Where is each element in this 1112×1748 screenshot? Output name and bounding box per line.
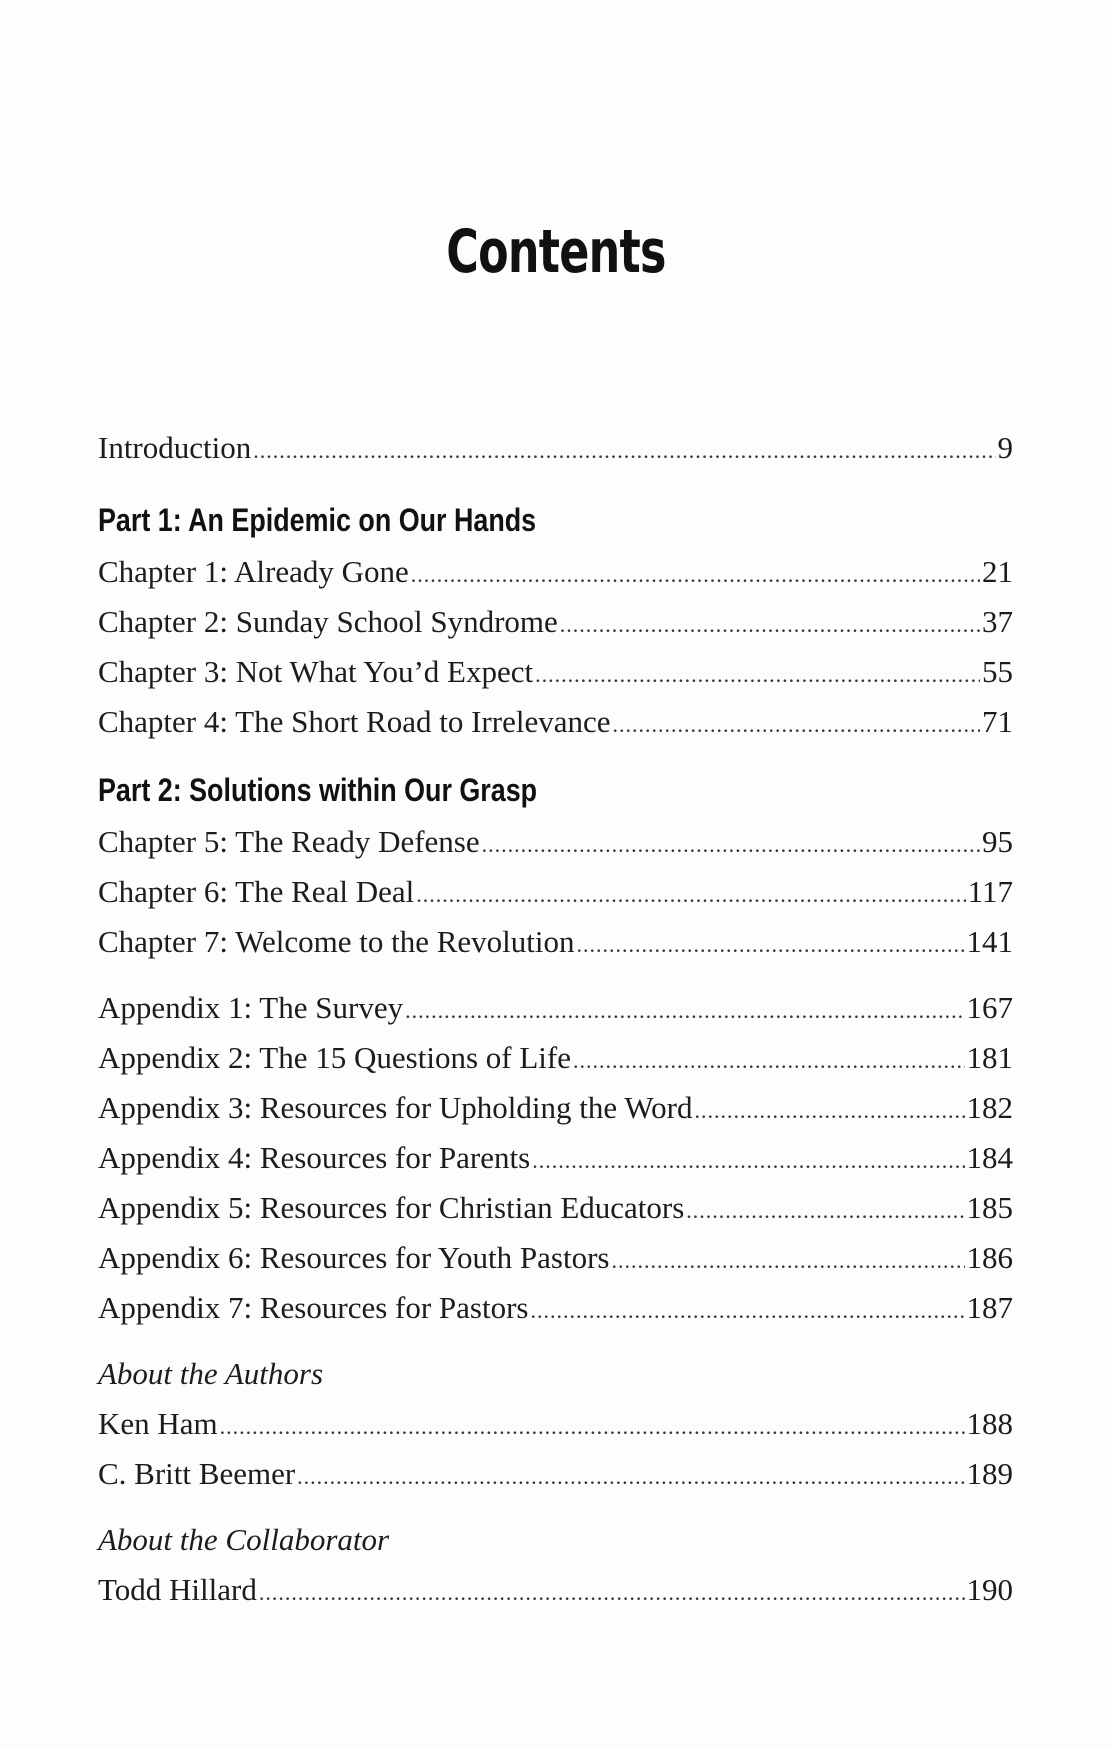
toc-entry-label: Appendix 5: Resources for Christian Educators bbox=[98, 1190, 685, 1225]
toc-entry-appendix-6[interactable] bbox=[98, 1233, 1013, 1283]
dot-leader bbox=[612, 1236, 965, 1286]
toc-entry-appendix-3[interactable] bbox=[98, 1083, 1013, 1133]
toc-entry-chapter-4[interactable] bbox=[98, 697, 1013, 747]
toc-entry-chapter-6[interactable] bbox=[98, 867, 1013, 917]
toc-entry-label: Chapter 1: Already Gone bbox=[98, 554, 409, 589]
about-collaborator-heading: About the Collaborator bbox=[98, 1522, 390, 1557]
toc-entry-chapter-7[interactable] bbox=[98, 917, 1013, 967]
toc-entry-label: Appendix 2: The 15 Questions of Life bbox=[98, 1040, 571, 1075]
toc-entry-page: 21 bbox=[982, 554, 1013, 589]
toc-entry-page: 71 bbox=[982, 704, 1013, 739]
toc-entry-collaborator[interactable] bbox=[98, 1565, 1013, 1615]
toc-entry-page: 37 bbox=[982, 604, 1013, 639]
dot-leader bbox=[297, 1452, 964, 1502]
toc-entry-page: 186 bbox=[966, 1240, 1013, 1275]
toc-entry-label: Appendix 4: Resources for Parents bbox=[98, 1140, 531, 1175]
dot-leader bbox=[411, 550, 980, 600]
toc-entry-page: 185 bbox=[966, 1190, 1013, 1225]
dot-leader bbox=[612, 700, 980, 750]
toc-entry-introduction[interactable] bbox=[98, 423, 1013, 473]
toc-entry-label: Appendix 1: The Survey bbox=[98, 990, 404, 1025]
about-authors-heading: About the Authors bbox=[98, 1356, 324, 1391]
dot-leader bbox=[532, 1136, 964, 1186]
toc-entry-page: 182 bbox=[966, 1090, 1013, 1125]
toc-entry-page: 181 bbox=[966, 1040, 1013, 1075]
dot-leader bbox=[535, 650, 980, 700]
toc-entry-label: Appendix 6: Resources for Youth Pastors bbox=[98, 1240, 610, 1275]
toc-entry-label: Appendix 3: Resources for Upholding the Word bbox=[98, 1090, 693, 1125]
dot-leader bbox=[573, 1036, 965, 1086]
dot-leader bbox=[686, 1186, 964, 1236]
toc-entry-label: Appendix 7: Resources for Pastors bbox=[98, 1290, 529, 1325]
dot-leader bbox=[531, 1286, 965, 1336]
toc-entry-page: 117 bbox=[967, 874, 1013, 909]
toc-entry-page: 190 bbox=[966, 1572, 1013, 1607]
dot-leader bbox=[259, 1568, 965, 1618]
toc-entry-author-1[interactable] bbox=[98, 1399, 1013, 1449]
toc-entry-page: 95 bbox=[982, 824, 1013, 859]
toc-entry-label: Chapter 4: The Short Road to Irrelevance bbox=[98, 704, 611, 739]
part-2-heading: Part 2: Solutions within Our Grasp bbox=[98, 772, 538, 808]
toc-entry-chapter-1[interactable] bbox=[98, 547, 1013, 597]
dot-leader bbox=[576, 920, 964, 970]
toc-entry-appendix-2[interactable] bbox=[98, 1033, 1013, 1083]
table-of-contents bbox=[98, 423, 1013, 1615]
toc-entry-label: Introduction bbox=[98, 430, 252, 465]
toc-entry-label: Ken Ham bbox=[98, 1406, 218, 1441]
toc-entry-appendix-5[interactable] bbox=[98, 1183, 1013, 1233]
toc-entry-chapter-3[interactable] bbox=[98, 647, 1013, 697]
dot-leader bbox=[560, 600, 980, 650]
toc-entry-chapter-2[interactable] bbox=[98, 597, 1013, 647]
toc-entry-label: Chapter 5: The Ready Defense bbox=[98, 824, 480, 859]
toc-entry-page: 167 bbox=[966, 990, 1013, 1025]
dot-leader bbox=[253, 426, 995, 476]
toc-entry-page: 188 bbox=[966, 1406, 1013, 1441]
toc-entry-appendix-7[interactable] bbox=[98, 1283, 1013, 1333]
toc-entry-page: 55 bbox=[982, 654, 1013, 689]
toc-entry-page: 187 bbox=[966, 1290, 1013, 1325]
toc-entry-label: C. Britt Beemer bbox=[98, 1456, 296, 1491]
toc-entry-appendix-1[interactable] bbox=[98, 983, 1013, 1033]
toc-entry-page: 141 bbox=[966, 924, 1013, 959]
toc-entry-appendix-4[interactable] bbox=[98, 1133, 1013, 1183]
page-title: Contents bbox=[446, 217, 666, 287]
dot-leader bbox=[482, 820, 980, 870]
toc-entry-page: 184 bbox=[966, 1140, 1013, 1175]
toc-entry-author-2[interactable] bbox=[98, 1449, 1013, 1499]
dot-leader bbox=[694, 1086, 964, 1136]
toc-entry-page: 9 bbox=[997, 430, 1013, 465]
dot-leader bbox=[405, 986, 964, 1036]
toc-entry-label: Chapter 6: The Real Deal bbox=[98, 874, 415, 909]
toc-entry-page: 189 bbox=[966, 1456, 1013, 1491]
part-1-heading: Part 1: An Epidemic on Our Hands bbox=[98, 502, 537, 538]
toc-entry-chapter-5[interactable] bbox=[98, 817, 1013, 867]
dot-leader bbox=[416, 870, 965, 920]
toc-entry-label: Todd Hillard bbox=[98, 1572, 257, 1607]
toc-entry-label: Chapter 3: Not What You’d Expect bbox=[98, 654, 534, 689]
toc-entry-label: Chapter 2: Sunday School Syndrome bbox=[98, 604, 558, 639]
dot-leader bbox=[220, 1402, 965, 1452]
toc-entry-label: Chapter 7: Welcome to the Revolution bbox=[98, 924, 575, 959]
